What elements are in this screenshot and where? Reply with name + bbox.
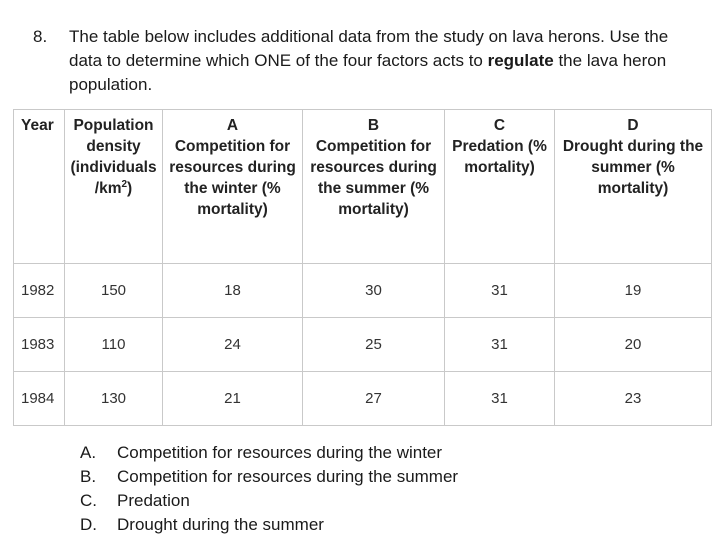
header-year: Year: [14, 110, 65, 264]
header-factor-c: [445, 110, 555, 264]
cell-year: 1983: [14, 318, 65, 372]
question-number: 8.: [33, 27, 48, 46]
answer-letter: C.: [80, 491, 97, 510]
header-density-text: Population density (individuals /km: [70, 117, 157, 197]
question-text-after: the lava heron population.: [69, 51, 667, 94]
header-factor-a-letter: A: [226, 117, 239, 134]
cell-density: 130: [65, 372, 163, 426]
header-factor-b: [303, 110, 445, 264]
cell-factor-a: 21: [163, 372, 303, 426]
answer-text: Drought during the summer: [117, 515, 324, 534]
answer-text: Competition for resources during the summer: [117, 467, 459, 486]
cell-factor-c: 31: [445, 372, 555, 426]
cell-factor-d: 20: [555, 318, 712, 372]
table-row: [14, 264, 712, 318]
cell-factor-b: 30: [303, 264, 445, 318]
cell-factor-b: 25: [303, 318, 445, 372]
cell-factor-c: 31: [445, 318, 555, 372]
cell-year: 1984: [14, 372, 65, 426]
answer-text: Predation: [117, 491, 190, 510]
lava-heron-data-table: [13, 109, 712, 426]
header-factor-b-label: Competition for resources during the summer (% mortality): [310, 138, 437, 218]
header-factor-a: [163, 110, 303, 264]
table-header-row: [14, 110, 712, 264]
header-density-superscript: 2: [121, 178, 128, 190]
cell-year: 1982: [14, 264, 65, 318]
table-row: [14, 318, 712, 372]
header-density-close: ): [127, 180, 133, 197]
cell-factor-c: 31: [445, 264, 555, 318]
answer-letter: A.: [80, 443, 97, 462]
cell-factor-d: 19: [555, 264, 712, 318]
cell-factor-b: 27: [303, 372, 445, 426]
cell-factor-a: 18: [163, 264, 303, 318]
table-row: [14, 372, 712, 426]
header-factor-d-label: Drought during the summer (% mortality): [562, 138, 704, 197]
question-text: [69, 25, 689, 97]
cell-factor-d: 23: [555, 372, 712, 426]
cell-factor-a: 24: [163, 318, 303, 372]
header-factor-b-letter: B: [367, 117, 380, 134]
header-factor-d: [555, 110, 712, 264]
answer-text: Competition for resources during the winter: [117, 443, 443, 462]
header-factor-a-label: Competition for resources during the winter (% mortality): [169, 138, 296, 218]
header-factor-d-letter: D: [627, 117, 639, 134]
question-emphasis: regulate: [487, 51, 554, 70]
header-factor-c-letter: C: [493, 117, 506, 134]
header-population-density: [65, 110, 163, 264]
answer-letter: D.: [80, 515, 97, 534]
cell-density: 150: [65, 264, 163, 318]
header-factor-c-label: Predation (% mortality): [452, 138, 547, 176]
answer-letter: B.: [80, 467, 97, 486]
question-text-before: The table below includes additional data from the study on lava herons. Use the data to determine which ONE of the four factors acts to: [69, 27, 669, 70]
cell-density: 110: [65, 318, 163, 372]
